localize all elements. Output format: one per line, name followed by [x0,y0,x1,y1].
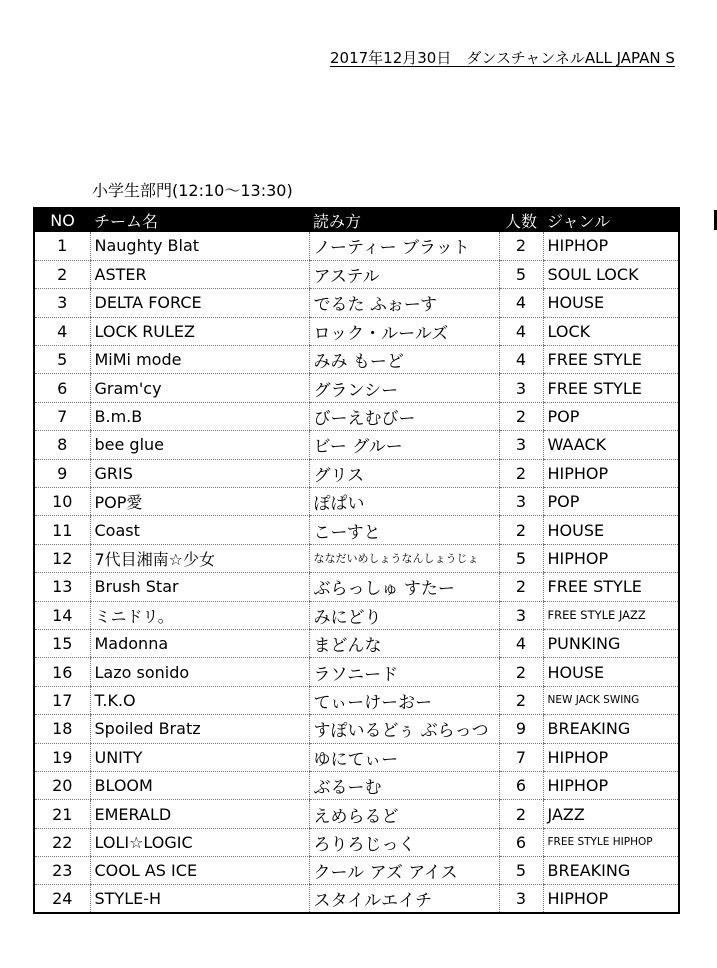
member-count: 2 [499,516,543,544]
team-name: POP愛 [90,488,309,516]
row-no: 13 [34,573,90,601]
member-count: 2 [499,658,543,686]
row-no: 7 [34,402,90,430]
team-name: STYLE-H [90,885,309,913]
genre: HOUSE [543,516,679,544]
genre: FREE STYLE [543,346,679,374]
member-count: 3 [499,885,543,913]
row-no: 24 [52,889,73,909]
team-name: DELTA FORCE [90,289,309,317]
header-no: NO [50,211,75,230]
team-reading: アステル [309,260,499,288]
row-no: 22 [34,828,90,856]
team-name: EMERALD [90,800,309,828]
genre: POP [543,402,679,430]
row-no: 17 [34,686,90,714]
team-name: ミニドリ。 [90,601,309,629]
table-row [34,431,679,459]
genre: FREE STYLE HIPHOP [543,828,679,856]
row-no: 5 [34,346,90,374]
genre: FREE STYLE [543,573,679,601]
team-reading: みにどり [309,601,499,629]
genre: FREE STYLE JAZZ [543,601,679,629]
row-no: 6 [34,374,90,402]
team-reading: グランシー [309,374,499,402]
member-count: 6 [499,828,543,856]
team-reading: グリス [309,459,499,487]
team-reading: びーえむびー [309,402,499,430]
row-no: 4 [34,317,90,345]
member-count: 2 [499,402,543,430]
genre: NEW JACK SWING [543,686,679,714]
table-row [34,601,679,629]
table-row [34,715,679,743]
table-row [34,573,679,601]
table-row [34,885,679,913]
row-no: 1 [34,232,90,260]
team-name: Lazo sonido [90,658,309,686]
team-name: Coast [90,516,309,544]
genre: POP [543,488,679,516]
team-reading: ロック・ルールズ [309,317,499,345]
row-no: 9 [34,459,90,487]
team-name: Madonna [90,629,309,657]
row-no: 23 [34,857,90,885]
member-count: 2 [499,800,543,828]
team-name: LOCK RULEZ [90,317,309,345]
member-count: 7 [499,743,543,771]
genre: HIPHOP [543,459,679,487]
table-row [34,232,679,260]
genre: HIPHOP [543,885,679,913]
member-count: 2 [499,686,543,714]
team-name: 7代目湘南☆少女 [90,544,309,572]
genre: HIPHOP [543,743,679,771]
table-header [34,208,679,232]
team-name: bee glue [90,431,309,459]
team-name: GRIS [90,459,309,487]
member-count: 3 [499,488,543,516]
table-row [34,857,679,885]
member-count: 2 [499,459,543,487]
genre: HOUSE [543,658,679,686]
row-no: 12 [34,544,90,572]
row-no: 3 [34,289,90,317]
team-reading: まどんな [309,629,499,657]
team-name: ASTER [90,260,309,288]
team-reading: ぽぱい [309,488,499,516]
team-reading: ラソニード [309,658,499,686]
table-row [34,374,679,402]
genre: HIPHOP [543,544,679,572]
table-row [34,800,679,828]
genre: FREE STYLE [543,374,679,402]
team-reading: えめらるど [309,800,499,828]
member-count: 5 [499,544,543,572]
row-no: 16 [34,658,90,686]
table-row [34,260,679,288]
team-reading: ななだいめしょうなんしょうじょ [309,544,499,572]
table-row [34,459,679,487]
team-reading: ゆにてぃー [309,743,499,771]
team-name: LOLI☆LOGIC [90,828,309,856]
row-no: 2 [34,260,90,288]
member-count: 5 [499,260,543,288]
row-no: 8 [34,431,90,459]
table-row [34,828,679,856]
team-reading: スタイルエイチ [309,885,499,913]
table-row [34,686,679,714]
team-reading: ぶるーむ [309,771,499,799]
team-name: UNITY [90,743,309,771]
header-team: チーム名 [94,212,159,231]
team-name: Gram'cy [90,374,309,402]
table-row [34,289,679,317]
genre: WAACK [543,431,679,459]
member-count: 9 [499,715,543,743]
team-name: Spoiled Bratz [90,715,309,743]
member-count: 5 [499,857,543,885]
team-reading: ぶらっしゅ すたー [309,573,499,601]
team-reading: てぃーけーおー [309,686,499,714]
table-row [34,488,679,516]
team-reading: すぽいるどぅ ぶらっつ [309,715,499,743]
row-no: 20 [34,771,90,799]
table-row [34,658,679,686]
header-members: 人数 [504,212,537,231]
member-count: 3 [499,374,543,402]
member-count: 3 [499,601,543,629]
section-title: 小学生部門(12:10～13:30) [92,181,293,200]
genre: SOUL LOCK [543,260,679,288]
table-body [34,232,679,913]
header-row [34,208,679,232]
table-row [34,544,679,572]
team-reading: みみ もーど [309,346,499,374]
team-name: B.m.B [90,402,309,430]
genre: LOCK [543,317,679,345]
table-row [34,317,679,345]
genre: PUNKING [543,629,679,657]
team-reading: でるた ふぉーす [309,289,499,317]
table-row [34,402,679,430]
genre: BREAKING [543,715,679,743]
table-row [34,743,679,771]
member-count: 4 [499,629,543,657]
member-count: 6 [499,771,543,799]
header-genre: ジャンル [547,212,611,231]
genre: HOUSE [543,289,679,317]
row-no: 19 [34,743,90,771]
team-reading: クール アズ アイス [309,857,499,885]
team-reading: こーすと [309,516,499,544]
member-count: 4 [499,289,543,317]
member-count: 4 [499,346,543,374]
document-title: 2017年12月30日 ダンスチャンネルALL JAPAN S [330,49,675,67]
row-no: 18 [34,715,90,743]
member-count: 4 [499,317,543,345]
entries-table [33,207,680,914]
team-name: Naughty Blat [90,232,309,260]
table-row [34,629,679,657]
member-count: 2 [499,232,543,260]
row-no: 21 [34,800,90,828]
table-row [34,771,679,799]
genre: BREAKING [543,857,679,885]
team-name: Brush Star [90,573,309,601]
table-row [34,346,679,374]
team-reading: ろりろじっく [309,828,499,856]
table-row [34,516,679,544]
team-name: BLOOM [90,771,309,799]
row-no: 14 [34,601,90,629]
genre: HIPHOP [543,232,679,260]
genre: HIPHOP [543,771,679,799]
team-name: T.K.O [90,686,309,714]
row-no: 11 [34,516,90,544]
row-no: 15 [34,629,90,657]
team-reading: ビー グルー [309,431,499,459]
member-count: 3 [499,431,543,459]
team-reading: ノーティー ブラット [309,232,499,260]
row-no: 10 [34,488,90,516]
team-name: COOL AS ICE [90,857,309,885]
member-count: 2 [499,573,543,601]
team-name: MiMi mode [90,346,309,374]
genre: JAZZ [543,800,679,828]
header-reading: 読み方 [313,212,362,231]
